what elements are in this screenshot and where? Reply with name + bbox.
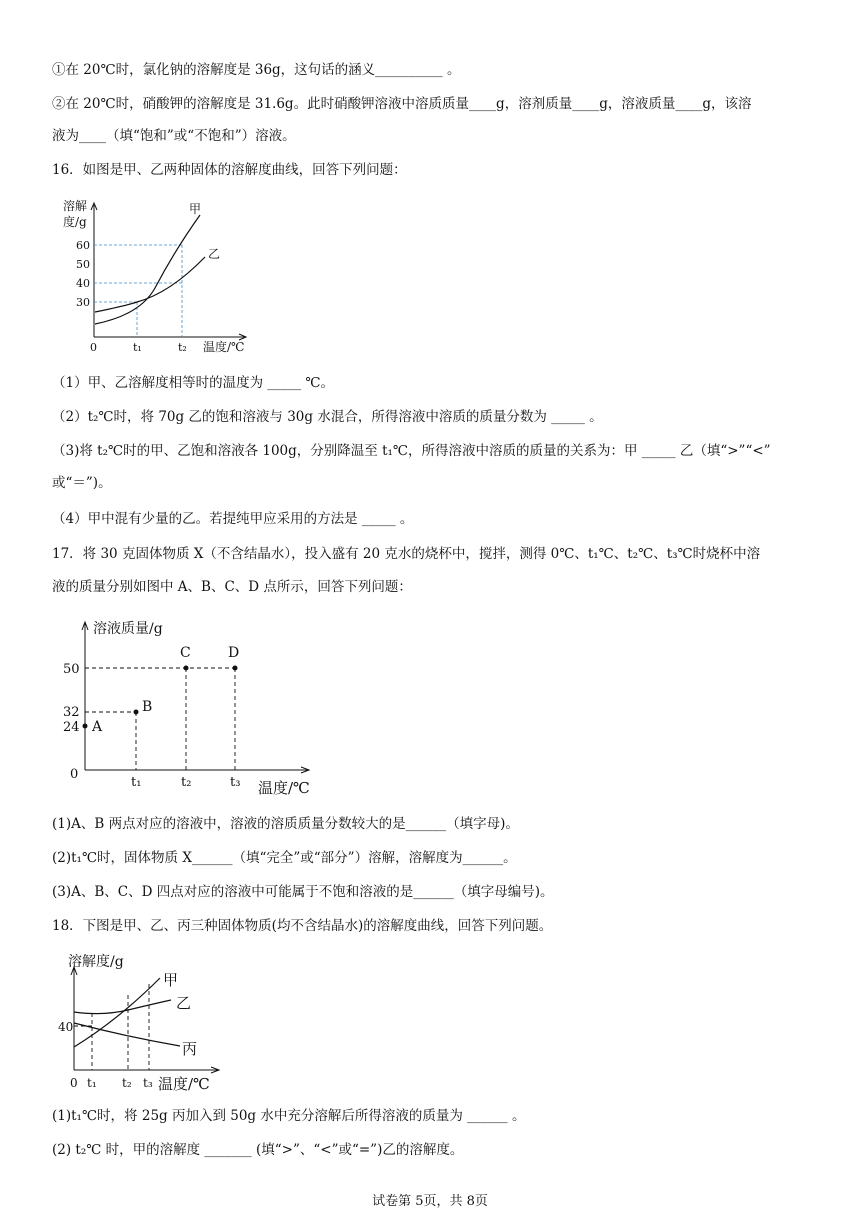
chart16-ytick-40: 40 bbox=[76, 277, 90, 290]
chart17-point-d bbox=[233, 666, 238, 671]
chart17-ytick-50: 50 bbox=[63, 662, 80, 677]
chart17-label-c: C bbox=[180, 645, 191, 661]
chart18-series-bing: 丙 bbox=[182, 1040, 198, 1058]
chart16-xlabel: 温度/℃ bbox=[203, 340, 245, 354]
chart17-label-b: B bbox=[142, 699, 153, 715]
chart17-point-a bbox=[83, 724, 88, 729]
chart-18-solubility bbox=[58, 950, 228, 1095]
chart18-ytick-40: 40 bbox=[58, 1020, 74, 1034]
q18-title: 18．下图是甲、乙、丙三种固体物质(均不含结晶水)的溶解度曲线，回答下列问题。 bbox=[52, 918, 553, 934]
q15-line-2a: ②在 20℃时，硝酸钾的溶解度是 31.6g。此时硝酸钾溶液中溶质质量____g，溶剂质量____g，溶液质量____g，该溶 bbox=[52, 96, 752, 112]
q15-line-1: ①在 20℃时，氯化钠的溶解度是 36g，这句话的涵义__________ 。 bbox=[52, 62, 461, 78]
chart18-xlabel: 温度/℃ bbox=[158, 1075, 210, 1093]
chart16-ytick-50: 50 bbox=[76, 258, 90, 271]
chart18-xtick-0: 0 bbox=[70, 1076, 78, 1090]
chart17-xtick-t1: t₁ bbox=[131, 775, 142, 790]
chart-16-solubility bbox=[55, 195, 255, 360]
q16-part-2: （2）t₂℃时，将 70g 乙的饱和溶液与 30g 水混合，所得溶液中溶质的质量分数为 _____ 。 bbox=[52, 409, 603, 425]
q18-part-2: (2) t₂℃ 时，甲的溶解度 _______ (填“>”、“<”或“=”)乙的溶解度。 bbox=[52, 1142, 464, 1158]
q17-title-a: 17．将 30 克固体物质 X（不含结晶水），投入盛有 20 克水的烧杯中，搅拌，测得 0℃、t₁℃、t₂℃、t₃℃时烧杯中溶 bbox=[52, 546, 761, 562]
chart18-series-yi: 乙 bbox=[176, 994, 192, 1012]
chart18-xtick-t3: t₃ bbox=[143, 1076, 153, 1090]
chart17-label-a: A bbox=[92, 719, 103, 735]
chart17-ytick-0: 0 bbox=[70, 767, 79, 782]
chart17-ytick-24: 24 bbox=[63, 720, 80, 735]
chart17-ylabel: 溶液质量/g bbox=[93, 621, 163, 637]
chart18-curve-yi bbox=[74, 1000, 171, 1014]
chart18-curve-bing bbox=[74, 1023, 180, 1046]
q16-part-3a: （3)将 t₂℃时的甲、乙饱和溶液各 100g，分别降温至 t₁℃，所得溶液中溶质的质量的关系为：甲 _____ 乙（填“>”“<” bbox=[52, 443, 771, 459]
q16-part-3b: 或“＝”)。 bbox=[52, 475, 112, 491]
chart17-xtick-t3: t₃ bbox=[230, 775, 241, 790]
chart16-ylabel: 溶解 bbox=[63, 199, 88, 213]
chart16-ylabel-2: 度/g bbox=[63, 215, 87, 229]
q16-title: 16．如图是甲、乙两种固体的溶解度曲线，回答下列问题： bbox=[52, 162, 407, 178]
chart17-point-c bbox=[184, 666, 189, 671]
q17-part-3: (3)A、B、C、D 四点对应的溶液中可能属于不饱和溶液的是______（填字母编号)。 bbox=[52, 884, 554, 900]
chart18-xtick-t2: t₂ bbox=[122, 1076, 132, 1090]
chart16-xtick-0: 0 bbox=[90, 341, 97, 354]
chart16-series-yi: 乙 bbox=[208, 247, 221, 261]
q16-part-1: （1）甲、乙溶解度相等时的温度为 _____ ℃。 bbox=[52, 375, 335, 391]
chart17-ytick-32: 32 bbox=[63, 705, 80, 720]
chart16-xtick-t2: t₂ bbox=[178, 341, 187, 354]
chart16-curve-yi bbox=[95, 257, 205, 312]
chart16-ytick-30: 30 bbox=[76, 296, 90, 309]
chart18-series-jia: 甲 bbox=[163, 971, 179, 989]
chart17-point-b bbox=[134, 710, 139, 715]
q17-part-1: (1)A、B 两点对应的溶液中，溶液的溶质质量分数较大的是______（填字母)。 bbox=[52, 816, 519, 832]
q18-part-1: (1)t₁℃时，将 25g 丙加入到 50g 水中充分溶解后所得溶液的质量为 ______ 。 bbox=[52, 1108, 526, 1124]
page-footer: 试卷第 5页，共 8页 bbox=[372, 1194, 488, 1209]
chart18-ylabel: 溶解度/g bbox=[68, 954, 124, 970]
q17-part-2: (2)t₁℃时，固体物质 X______（填“完全”或“部分”）溶解，溶解度为______。 bbox=[52, 850, 517, 866]
chart16-xtick-t1: t₁ bbox=[133, 341, 142, 354]
q16-part-4: （4）甲中混有少量的乙。若提纯甲应采用的方法是 _____ 。 bbox=[52, 511, 414, 527]
q17-title-b: 液的质量分别如图中 A、B、C、D 点所示，回答下列问题： bbox=[52, 579, 412, 595]
chart16-curve-jia bbox=[95, 215, 200, 324]
chart17-xtick-t2: t₂ bbox=[181, 775, 192, 790]
chart17-label-d: D bbox=[228, 645, 240, 661]
chart18-xtick-t1: t₁ bbox=[87, 1076, 97, 1090]
chart-17-solution-mass bbox=[58, 615, 328, 800]
chart16-series-jia: 甲 bbox=[189, 202, 202, 216]
chart17-xlabel: 温度/℃ bbox=[258, 779, 310, 797]
chart16-ytick-60: 60 bbox=[76, 239, 90, 252]
q15-line-2b: 液为____（填“饱和”或“不饱和”）溶液。 bbox=[52, 128, 296, 144]
